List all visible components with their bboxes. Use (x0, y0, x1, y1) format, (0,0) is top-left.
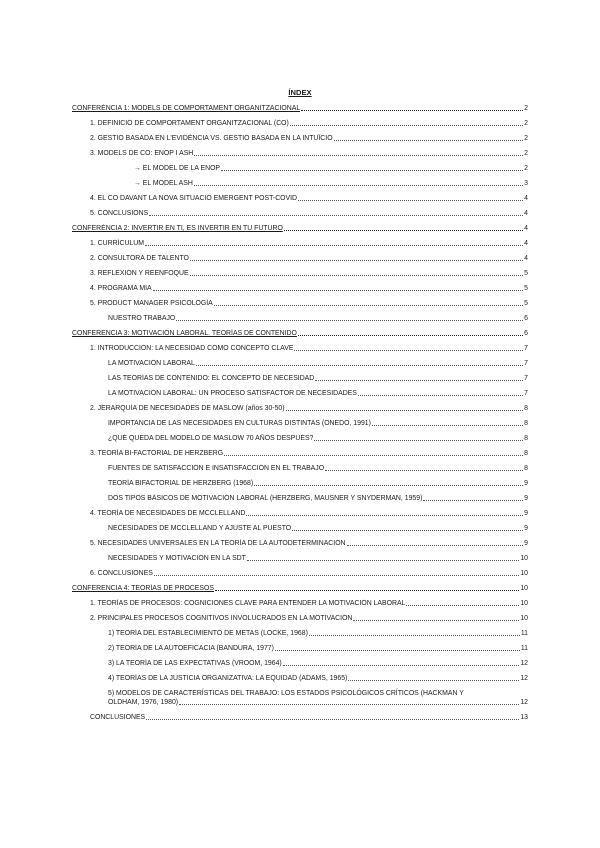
toc-entry-title: 3. MODELS DE CO: ENOP I ASH (90, 150, 194, 157)
toc-page-number: 8 (524, 465, 528, 472)
toc-page-number: 5 (524, 285, 528, 292)
toc-entry[interactable] (72, 119, 528, 128)
toc-entry[interactable] (72, 389, 528, 398)
toc-page-number: 3 (524, 180, 528, 187)
toc-entry-title: 1. TEORÍAS DE PROCESOS: COGNICIONES CLAVE PARA ENTENDER LA MOTIVACIÓN LABORAL (90, 600, 406, 607)
dot-leader (292, 530, 523, 531)
toc-entry[interactable] (72, 314, 528, 323)
dot-leader (215, 590, 519, 591)
dot-leader (283, 665, 520, 666)
toc-entry-title: CONFERÈNCIA 2: INVERTIR EN TI, ES INVERTIR EN TU FUTURO (72, 225, 283, 232)
toc-entry[interactable] (72, 164, 528, 173)
toc-entry[interactable] (72, 659, 528, 668)
toc-entry-title: 4. EL CO DAVANT LA NOVA SITUACIÓ EMERGENT POST-COVID (90, 195, 298, 202)
dot-leader (190, 275, 524, 276)
toc-page-number: 2 (524, 120, 528, 127)
dot-leader (146, 719, 519, 720)
dot-leader (254, 485, 523, 486)
toc-entry-title: CONFERENCIA 4: TEORÍAS DE PROCESOS (72, 585, 214, 592)
toc-page-number: 6 (524, 315, 528, 322)
toc-entry[interactable] (72, 224, 528, 233)
dot-leader (145, 245, 523, 246)
dot-leader (423, 500, 523, 501)
dot-leader (315, 380, 523, 381)
toc-page-number: 9 (524, 540, 528, 547)
toc-entry-title-continued: OLDHAM, 1976, 1980) (108, 699, 179, 706)
dot-leader (348, 680, 519, 681)
toc-page-number: 2 (524, 150, 528, 157)
dot-leader (246, 515, 523, 516)
toc-entry-title: NECESIDADES DE MCCLELLAND Y AJUSTE AL PUESTO (108, 525, 292, 532)
toc-entry-title: LAS TEORÍAS DE CONTENIDO: EL CONCEPTO DE NECESIDAD (108, 375, 315, 382)
toc-entry[interactable] (72, 329, 528, 338)
toc-page-number: 4 (524, 255, 528, 262)
dot-leader (298, 200, 523, 201)
dot-leader (154, 575, 520, 576)
toc-entry-title: 1. CURRÍCULUM (90, 240, 144, 247)
toc-entry[interactable] (72, 524, 528, 533)
toc-page-number: 2 (524, 165, 528, 172)
toc-entry[interactable] (72, 254, 528, 263)
toc-entry-title: 5) MODELOS DE CARACTERÍSTICAS DEL TRABAJO: LOS ESTADOS PSICOLÓGICOS CRÍTICOS (HACKMAN Y (108, 690, 464, 697)
toc-page-number: 4 (524, 240, 528, 247)
toc-page-number: 8 (524, 405, 528, 412)
toc-page-number: 10 (520, 600, 528, 607)
toc-entry[interactable] (72, 419, 528, 428)
toc-page-number: 9 (524, 510, 528, 517)
toc-entry-title: DOS TIPOS BÁSICOS DE MOTIVACIÓN LABORAL (HERZBERG, MAUSNER Y SNYDERMAN, 1959) (108, 495, 423, 502)
toc-entry-title: → EL MODEL ASH (134, 180, 193, 187)
toc-page-number: 2 (524, 105, 528, 112)
dot-leader (176, 320, 523, 321)
toc-entry[interactable] (72, 374, 528, 383)
toc-entry[interactable] (72, 713, 528, 722)
toc-entry-title: → EL MODEL DE LA ENOP (134, 165, 221, 172)
dot-leader (190, 260, 523, 261)
toc-entry-title: 3) LA TEORÍA DE LAS EXPECTATIVAS (VROOM, 1964) (108, 660, 282, 667)
toc-entry[interactable] (72, 104, 528, 113)
toc-entry[interactable] (72, 449, 528, 458)
table-of-contents (72, 104, 528, 722)
toc-entry-title: 2. CONSULTORA DE TALENTO (90, 255, 189, 262)
toc-page-number: 8 (524, 435, 528, 442)
dot-leader (179, 704, 519, 705)
dot-leader (194, 185, 523, 186)
toc-page-number: 12 (520, 660, 528, 667)
toc-entry[interactable] (72, 599, 528, 608)
toc-entry-title: 5. PRODUCT MANAGER PSICOLOGÍA (90, 300, 213, 307)
toc-entry[interactable] (72, 194, 528, 203)
toc-page-number: 10 (520, 585, 528, 592)
toc-entry-title: 1. DEFINICIÓ DE COMPORTAMENT ORGANITZACIONAL (CO) (90, 120, 289, 127)
dot-leader (294, 350, 523, 351)
toc-page-number: 11 (520, 645, 528, 652)
dot-leader (290, 125, 523, 126)
dot-leader (221, 170, 523, 171)
toc-entry-title: 2. GESTIÓ BASADA EN L'EVIDÈNCIA VS. GESTIÓ BASADA EN LA INTUÏCIÓ (90, 135, 333, 142)
toc-entry-title: CONFERENCIA 3: MOTIVACIÓN LABORAL. TEORÍAS DE CONTENIDO (72, 330, 297, 337)
dot-leader (194, 155, 523, 156)
toc-entry-title: 1) TEORÍA DEL ESTABLECIMIENTO DE METAS (LOCKE, 1968) (108, 630, 308, 637)
toc-page-number: 9 (524, 495, 528, 502)
toc-page-number: 4 (524, 225, 528, 232)
toc-page-number: 9 (524, 480, 528, 487)
toc-page-number: 10 (520, 615, 528, 622)
toc-entry[interactable] (72, 644, 528, 653)
toc-page-number: 12 (520, 699, 528, 706)
toc-entry-title: 2. PRINCIPALES PROCESOS COGNITIVOS INVOLUCRADOS EN LA MOTIVACIÓN (90, 615, 353, 622)
toc-entry[interactable] (72, 359, 528, 368)
toc-entry-title: ¿QUÉ QUEDA DEL MODELO DE MASLOW 70 AÑOS DESPUÉS? (108, 435, 314, 442)
toc-entry-title: 4. TEORÍA DE NECESIDADES DE MCCLELLAND (90, 510, 246, 517)
dot-leader (298, 335, 523, 336)
dot-leader (353, 620, 519, 621)
toc-entry[interactable] (72, 494, 528, 503)
toc-entry[interactable] (72, 239, 528, 248)
toc-entry[interactable] (72, 149, 528, 158)
toc-entry[interactable] (72, 209, 528, 218)
toc-page-number: 8 (524, 450, 528, 457)
toc-entry[interactable] (72, 689, 528, 707)
toc-entry-title: NECESIDADES Y MOTIVACIÓN EN LA SDT (108, 555, 246, 562)
toc-entry-title: 1. INTRODUCCIÓN: LA NECESIDAD COMO CONCEPTO CLAVE (90, 345, 294, 352)
toc-page-number: 8 (524, 420, 528, 427)
dot-leader (314, 440, 523, 441)
dot-leader (149, 215, 523, 216)
dot-leader (275, 650, 520, 651)
toc-entry[interactable] (72, 344, 528, 353)
dot-leader (214, 305, 523, 306)
toc-entry-title: IMPORTANCIA DE LAS NECESIDADES EN CULTURAS DISTINTAS (ONEDO, 1991) (108, 420, 371, 427)
toc-page-number: 12 (520, 675, 528, 682)
toc-page-number: 13 (520, 714, 528, 721)
toc-page-number: 10 (520, 570, 528, 577)
toc-entry[interactable] (72, 134, 528, 143)
toc-entry[interactable] (72, 404, 528, 413)
toc-page-number: 4 (524, 195, 528, 202)
index-title: ÍNDEX (288, 88, 312, 97)
toc-page-number: 7 (524, 390, 528, 397)
dot-leader (358, 395, 523, 396)
dot-leader (196, 365, 523, 366)
toc-entry[interactable] (72, 569, 528, 578)
dot-leader (286, 410, 524, 411)
dot-leader (224, 455, 523, 456)
dot-leader (334, 140, 524, 141)
toc-page-number: 5 (524, 300, 528, 307)
toc-entry[interactable] (72, 584, 528, 593)
toc-entry[interactable] (72, 614, 528, 623)
toc-entry-title: 5. CONCLUSIONS (90, 210, 149, 217)
toc-page-number: 7 (524, 345, 528, 352)
toc-entry-title: 3. REFLEXIÓN Y REENFOQUE (90, 270, 189, 277)
toc-entry-title: FUENTES DE SATISFACCIÓN E INSATISFACCIÓN EN EL TRABAJO (108, 465, 325, 472)
toc-entry-title: TEORÍA BIFACTORIAL DE HERZBERG (1968) (108, 480, 254, 487)
toc-page-number: 7 (524, 360, 528, 367)
toc-page-number: 11 (520, 630, 528, 637)
toc-entry-title: 2) TEORÍA DE LA AUTOEFICACIA (BANDURA, 1977) (108, 645, 274, 652)
toc-entry-title: 4) TEORÍAS DE LA JUSTICIA ORGANIZATIVA: LA EQUIDAD (ADAMS, 1965) (108, 675, 348, 682)
toc-entry[interactable] (72, 299, 528, 308)
toc-page-number: 6 (524, 330, 528, 337)
toc-entry-title: LA MOTIVACIÓN LABORAL (108, 360, 195, 367)
toc-entry-title: 2. JERARQUÍA DE NECESIDADES DE MASLOW (años 30-50) (90, 405, 285, 412)
toc-entry-title: 6. CONCLUSIONES (90, 570, 153, 577)
toc-page-number: 10 (520, 555, 528, 562)
dot-leader (347, 545, 524, 546)
toc-page-number: 4 (524, 210, 528, 217)
toc-entry[interactable] (72, 539, 528, 548)
dot-leader (406, 605, 519, 606)
toc-entry[interactable] (72, 464, 528, 473)
dot-leader (325, 470, 523, 471)
toc-entry-title: 3. TEORÍA BI-FACTORIAL DE HERZBERG (90, 450, 224, 457)
toc-entry-title: CONCLUSIONES (90, 714, 146, 721)
dot-leader (153, 290, 524, 291)
toc-entry[interactable] (72, 509, 528, 518)
toc-entry[interactable] (72, 674, 528, 683)
toc-entry-title: 4. PROGRAMA MIA (90, 285, 152, 292)
toc-entry[interactable] (72, 434, 528, 443)
toc-page-number: 5 (524, 270, 528, 277)
toc-entry-title: LA MOTIVACIÓN LABORAL: UN PROCESO SATISFACTOR DE NECESIDADES (108, 390, 357, 397)
toc-page-number: 7 (524, 375, 528, 382)
toc-entry-title: 5. NECESIDADES UNIVERSALES EN LA TEORÍA DE LA AUTODETERMINACIÓN (90, 540, 346, 547)
toc-entry[interactable] (72, 284, 528, 293)
toc-entry[interactable] (72, 479, 528, 488)
dot-leader (372, 425, 523, 426)
toc-entry[interactable] (72, 269, 528, 278)
toc-entry[interactable] (72, 554, 528, 563)
dot-leader (301, 110, 523, 111)
dot-leader (247, 560, 519, 561)
toc-entry[interactable] (72, 179, 528, 188)
toc-page-number: 9 (524, 525, 528, 532)
dot-leader (309, 635, 520, 636)
dot-leader (284, 230, 523, 231)
toc-page-number: 2 (524, 135, 528, 142)
toc-entry[interactable] (72, 629, 528, 638)
toc-entry-title: CONFERÈNCIA 1: MODELS DE COMPORTAMENT ORGANITZACIONAL (72, 105, 301, 112)
toc-entry-title: NUESTRO TRABAJO (108, 315, 176, 322)
